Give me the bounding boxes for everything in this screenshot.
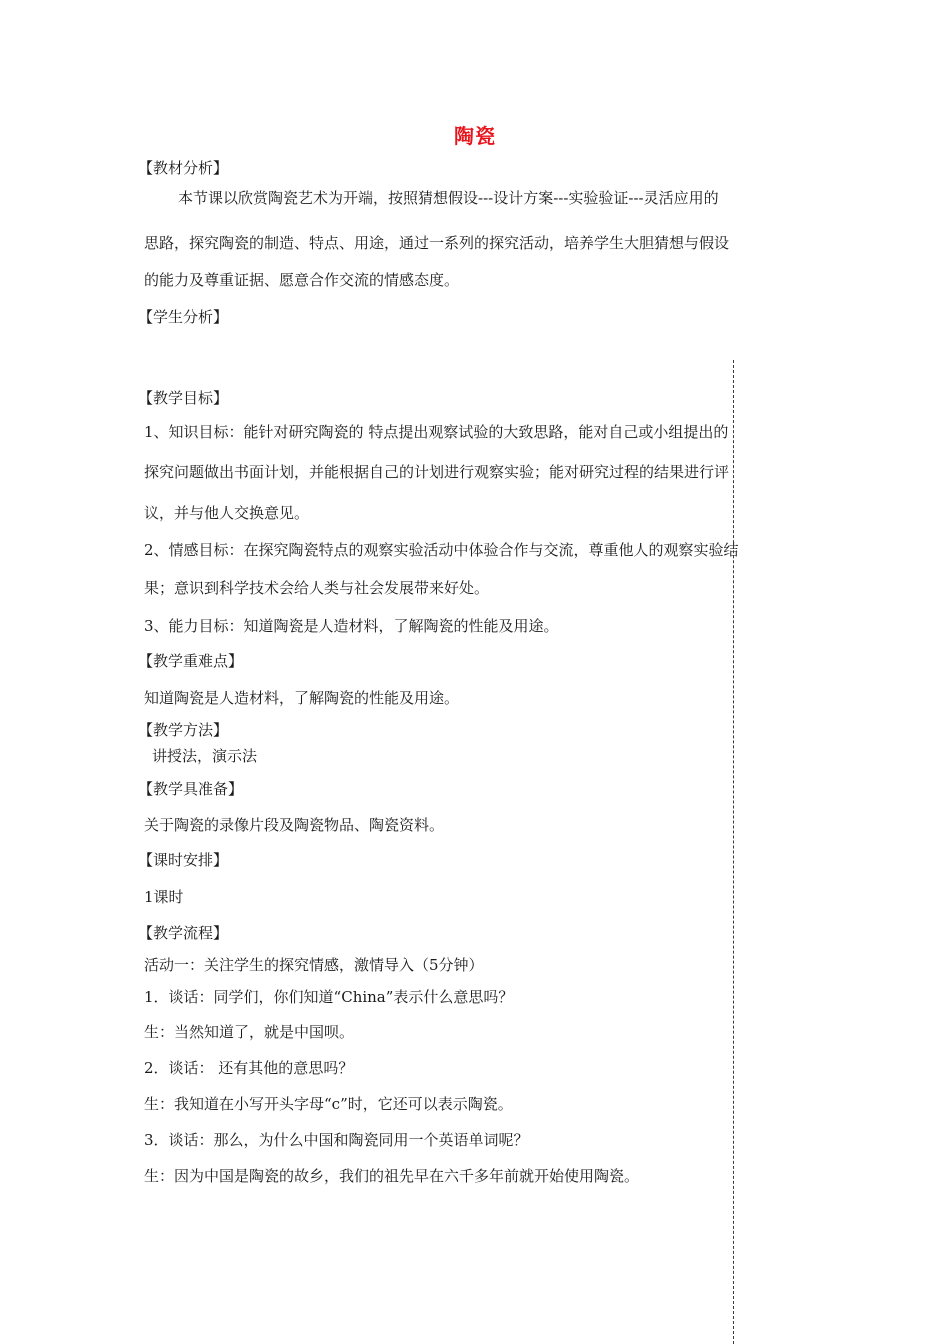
paragraph-line: 关于陶瓷的录像片段及陶瓷物品、陶瓷资料。 — [144, 816, 445, 834]
heading-key-points: 【教学重难点】 — [138, 652, 244, 670]
margin-dashed-divider — [733, 360, 734, 1344]
document-title: 陶瓷 — [454, 124, 496, 148]
heading-methods: 【教学方法】 — [138, 721, 229, 739]
paragraph-line: 1、知识目标：能针对研究陶瓷的 特点提出观察试验的大致思路，能对自己或小组提出的 — [144, 423, 729, 441]
paragraph-line: 果；意识到科学技术会给人类与社会发展带来好处。 — [144, 579, 490, 597]
paragraph-line: 知道陶瓷是人造材料，了解陶瓷的性能及用途。 — [144, 689, 460, 707]
paragraph-line: 1．谈话：同学们，你们知道“China”表示什么意思吗？ — [144, 988, 514, 1006]
heading-schedule: 【课时安排】 — [138, 851, 229, 869]
heading-student-analysis: 【学生分析】 — [138, 308, 229, 326]
paragraph-line: 探究问题做出书面计划，并能根据自己的计划进行观察实验；能对研究过程的结果进行评 — [144, 463, 730, 481]
paragraph-line: 思路，探究陶瓷的制造、特点、用途，通过一系列的探究活动，培养学生大胆猜想与假设 — [144, 234, 730, 252]
paragraph-line: 讲授法，演示法 — [152, 747, 258, 765]
paragraph-line: 1课时 — [144, 888, 184, 906]
paragraph-line: 2．谈话： 还有其他的意思吗？ — [144, 1059, 354, 1077]
paragraph-line: 议，并与他人交换意见。 — [144, 504, 310, 522]
paragraph-line: 生：我知道在小写开头字母“c”时，它还可以表示陶瓷。 — [144, 1095, 513, 1113]
paragraph-line: 3、能力目标：知道陶瓷是人造材料，了解陶瓷的性能及用途。 — [144, 617, 559, 635]
paragraph-line: 本节课以欣赏陶瓷艺术为开端，按照猜想假设---设计方案---实验验证---灵活应用的 — [178, 189, 719, 207]
paragraph-line: 活动一：关注学生的探究情感，激情导入（5分钟） — [144, 956, 484, 974]
paragraph-line: 生：当然知道了，就是中国呗。 — [144, 1023, 355, 1041]
heading-preparation: 【教学具准备】 — [138, 780, 244, 798]
paragraph-line: 的能力及尊重证据、愿意合作交流的情感态度。 — [144, 271, 460, 289]
paragraph-line: 3．谈话：那么，为什么中国和陶瓷同用一个英语单词呢？ — [144, 1131, 529, 1149]
paragraph-line: 生：因为中国是陶瓷的故乡，我们的祖先早在六千多年前就开始使用陶瓷。 — [144, 1167, 640, 1185]
paragraph-line: 2、情感目标：在探究陶瓷特点的观察实验活动中体验合作与交流，尊重他人的观察实验结 — [144, 541, 739, 559]
heading-objectives: 【教学目标】 — [138, 389, 229, 407]
heading-material-analysis: 【教材分析】 — [138, 159, 229, 177]
heading-process: 【教学流程】 — [138, 924, 229, 942]
